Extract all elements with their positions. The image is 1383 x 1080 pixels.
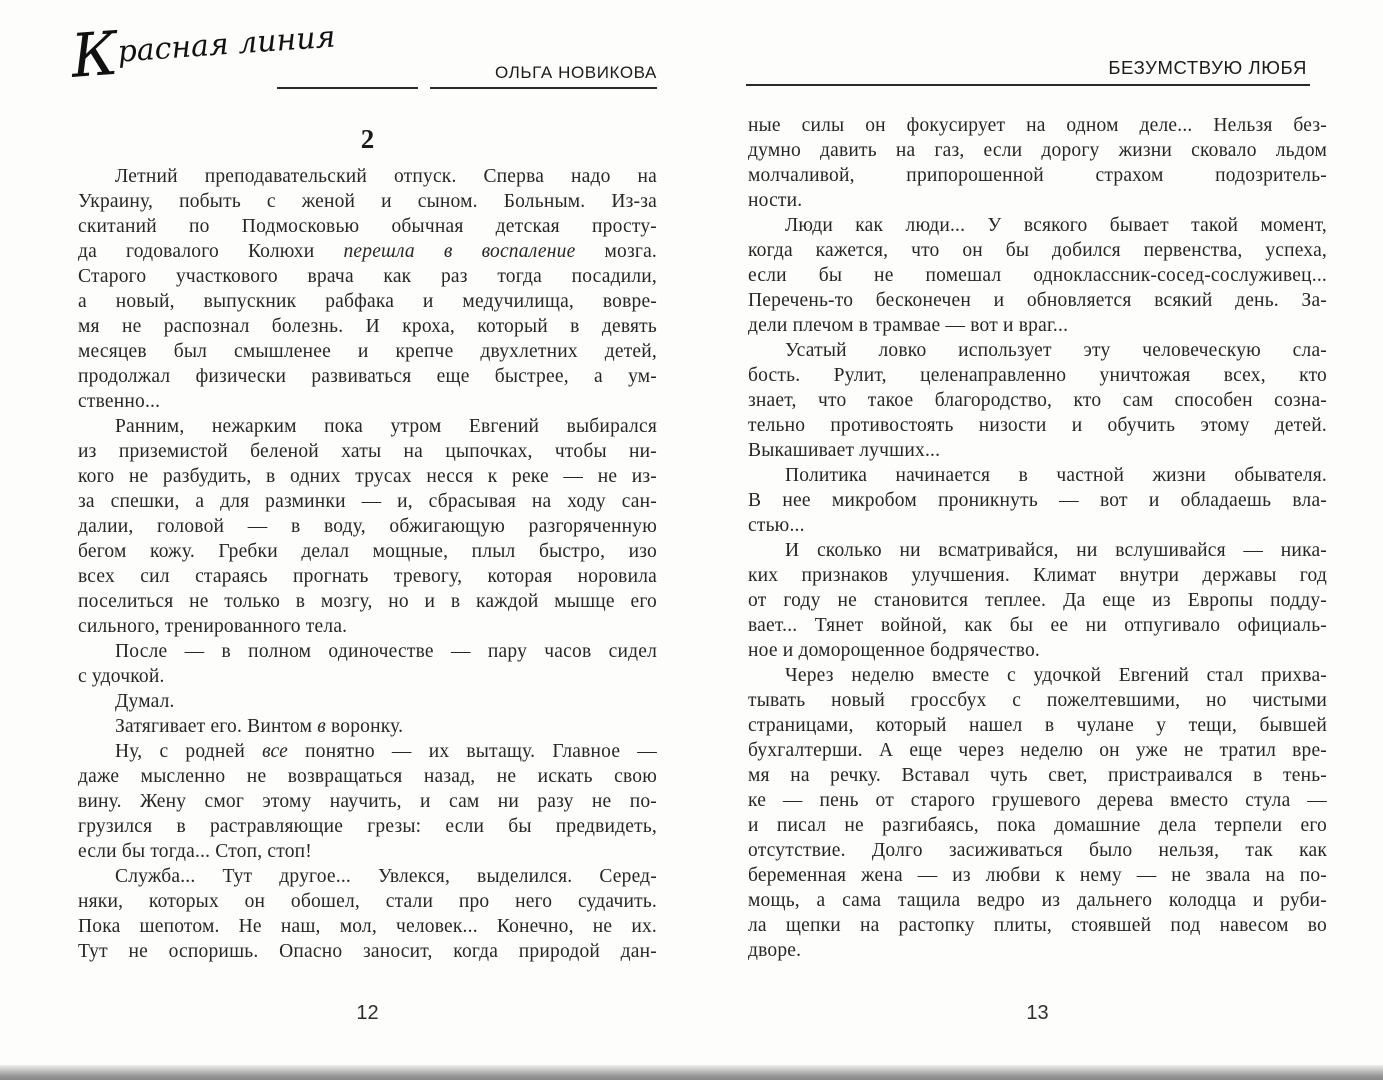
- text-line: бухгалтерши. А еще через неделю он уже не тратил вре-: [748, 740, 1327, 761]
- chapter-number: 2: [360, 124, 375, 154]
- scan-edge-shadow: [0, 1065, 1383, 1080]
- right-page-text-column: [748, 113, 1327, 963]
- text-line: Тут не оспоришь. Опасно заносит, когда природой дан-: [78, 941, 657, 962]
- paragraph: [748, 113, 1327, 213]
- text-line: за спешки, а для разминки — и, сбрасывая на ходу сан-: [78, 491, 657, 512]
- text-line: няки, которых он обошел, стали про него судачить.: [78, 891, 657, 912]
- text-line: ственно...: [78, 391, 161, 412]
- text-line: ности.: [748, 190, 803, 211]
- text-line: если бы не помешал одноклассник-сосед-сослуживец...: [748, 265, 1327, 286]
- paragraph: [78, 164, 657, 414]
- text-line: ное и доморощенное бодрячество.: [748, 640, 1040, 661]
- author-name: ОЛЬГА НОВИКОВА: [495, 63, 657, 82]
- text-line: дворе.: [748, 940, 802, 961]
- paragraph: [748, 338, 1327, 463]
- text-line: ке — пень от старого грушевого дерева вместо стула —: [748, 790, 1327, 811]
- text-line: а новый, выпускник рабфака и медучилища, вовре-: [78, 291, 657, 312]
- text-line: даже мысленно не возвращаться назад, не искать свою: [78, 766, 657, 787]
- text-line: скитаний по Подмосковью обычная детская просту-: [78, 216, 657, 237]
- text-line: тельно противостоять низости и обучить этому детей.: [748, 415, 1327, 436]
- series-logo-text: расная линия: [116, 19, 337, 70]
- paragraph: [748, 463, 1327, 538]
- text-line: ких признаков улучшения. Климат внутри державы год: [748, 565, 1327, 586]
- text-line: Старого участкового врача как раз тогда посадили,: [78, 266, 657, 287]
- text-line: После — в полном одиночестве — пару часов сидел: [115, 641, 657, 662]
- paragraph: [748, 538, 1327, 663]
- header-rule-right: [746, 84, 1310, 86]
- text-line: Затягивает его. Винтом в воронку.: [115, 716, 404, 737]
- text-line: вину. Жену смог этому научить, и сам ни разу не по-: [78, 791, 657, 812]
- paragraph: [78, 864, 657, 964]
- text-line: молчаливой, припорошенной страхом подозритель-: [748, 165, 1327, 186]
- text-line: Пока шепотом. Не наш, мол, человек... Конечно, не их.: [78, 916, 657, 937]
- header-rule-left-segment: [277, 87, 418, 89]
- text-line: Ну, с родней все понятно — их вытащу. Главное —: [115, 741, 657, 762]
- text-line: страницами, который нашел в чулане у тещи, бывшей: [748, 715, 1327, 736]
- text-line: Украину, побыть с женой и сыном. Больным. Из-за: [78, 191, 657, 212]
- paragraph: [78, 689, 657, 714]
- text-line: дели плечом в трамвае — вот и враг...: [748, 315, 1069, 336]
- text-line: из приземистой беленой хаты на цыпочках, чтобы ни-: [78, 441, 657, 462]
- text-line: Думал.: [115, 691, 175, 712]
- text-line: мя на речку. Вставал чуть свет, пристраивался в тень-: [748, 765, 1327, 786]
- text-line: Политика начинается в частной жизни обывателя.: [785, 465, 1327, 486]
- text-line: Служба... Тут другое... Увлекся, выделился. Серед-: [115, 866, 657, 887]
- text-line: поселиться не только в мозгу, но и в каждой мышце его: [78, 591, 657, 612]
- paragraph: [78, 739, 657, 864]
- text-line: тывать новый гроссбух с пожелтевшими, но чистыми: [748, 690, 1327, 711]
- text-line: грузился в растравляющие грезы: если бы предвидеть,: [78, 816, 657, 837]
- page-number-right: 13: [1026, 1002, 1049, 1024]
- series-logo-initial: К: [68, 18, 121, 92]
- text-line: отсутствие. Долго засиживаться было нельзя, так как: [748, 840, 1327, 861]
- header-rule-left: [430, 87, 657, 89]
- text-line: думно давить на газ, если дорогу жизни сковало льдом: [748, 140, 1327, 161]
- paragraph: [78, 714, 657, 739]
- text-line: с удочкой.: [78, 666, 165, 687]
- paragraph: [748, 663, 1327, 963]
- text-line: всех сил стараясь прогнать тревогу, которая норовила: [78, 566, 657, 587]
- text-line: когда кажется, что он бы добился первенства, успеха,: [748, 240, 1327, 261]
- left-page-text-column: [78, 164, 657, 964]
- text-line: кого не разбудить, в одних трусах несся к реке — не из-: [78, 466, 657, 487]
- text-line: ные силы он фокусирует на одном деле... Нельзя без-: [748, 115, 1327, 136]
- text-line: стью...: [748, 515, 805, 536]
- text-line: беременная жена — из любви к нему — не звала на по-: [748, 865, 1327, 886]
- text-line: месяцев был смышленее и крепче двухлетних детей,: [78, 341, 657, 362]
- text-line: да годовалого Колюхи перешла в воспаление мозга.: [78, 241, 657, 262]
- text-line: В нее микробом проникнуть — вот и обладаешь вла-: [748, 490, 1327, 511]
- text-line: Выкашивает лучших...: [748, 440, 941, 461]
- text-line: Через неделю вместе с удочкой Евгений стал прихва-: [785, 665, 1327, 686]
- text-line: от году не становится теплее. Да еще из Европы подду-: [748, 590, 1327, 611]
- text-line: сильного, тренированного тела.: [78, 616, 348, 637]
- book-title: БЕЗУМСТВУЮ ЛЮБЯ: [1108, 57, 1307, 78]
- text-line: бость. Рулит, целенаправленно уничтожая всех, кто: [748, 365, 1327, 386]
- text-line: бегом кожу. Гребки делал мощные, плыл быстро, изо: [78, 541, 657, 562]
- paragraph: [78, 639, 657, 689]
- text-line: если бы тогда... Стоп, стоп!: [78, 841, 313, 862]
- text-line: продолжал физически развиваться еще быстрее, а ум-: [78, 366, 657, 387]
- text-line: Летний преподавательский отпуск. Сперва надо на: [115, 166, 657, 187]
- text-line: и писал не разгибаясь, пока домашние дела терпели его: [748, 815, 1327, 836]
- text-line: Ранним, нежарким пока утром Евгений выбирался: [115, 416, 657, 437]
- text-line: Перечень-то бесконечен и обновляется всякий день. За-: [748, 290, 1327, 311]
- text-line: Усатый ловко использует эту человеческую сла-: [785, 340, 1327, 361]
- paragraph: [78, 414, 657, 639]
- text-line: далии, головой — в воду, обжигающую разгоряченную: [78, 516, 657, 537]
- paragraph: [748, 213, 1327, 338]
- text-line: И сколько ни всматривайся, ни вслушивайся — ника-: [785, 540, 1327, 561]
- text-line: ла щепки на растопку плиты, стоявшей под навесом во: [748, 915, 1327, 936]
- text-line: Люди как люди... У всякого бывает такой момент,: [785, 215, 1327, 236]
- text-line: мя не распознал болезнь. И кроха, который в девять: [78, 316, 657, 337]
- page-number-left: 12: [356, 1002, 379, 1024]
- text-line: знает, что такое благородство, кто сам способен созна-: [748, 390, 1327, 411]
- text-line: мощь, а сама тащила ведро из дальнего колодца и руби-: [748, 890, 1327, 911]
- text-line: вает... Тянет войной, как бы ее ни отпугивало официаль-: [748, 615, 1327, 636]
